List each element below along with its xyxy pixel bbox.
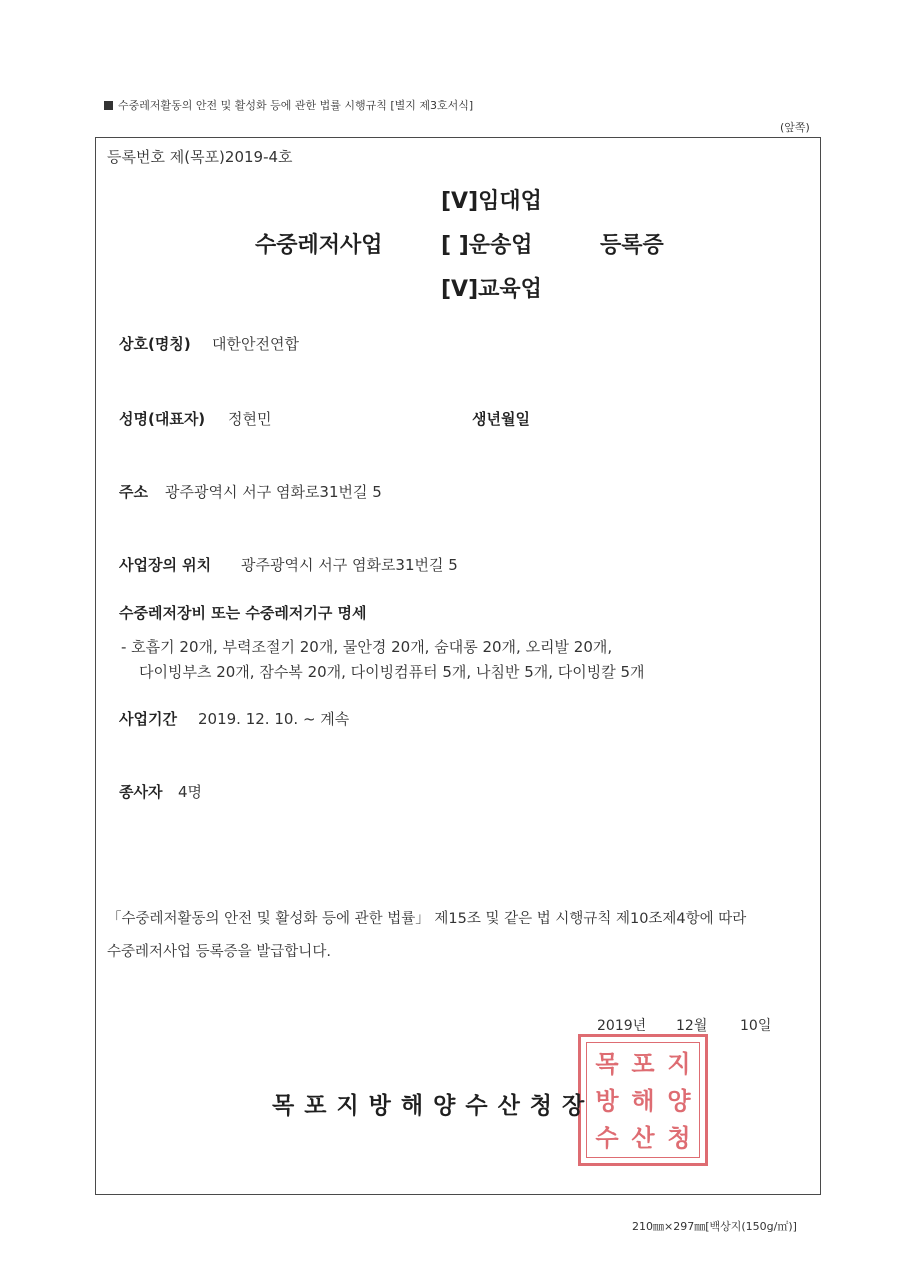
seal-character: 지	[667, 1049, 691, 1078]
staff-value: 4명	[178, 783, 203, 801]
title-education-business: [V]교육업	[441, 277, 542, 302]
seal-character: 수	[595, 1123, 619, 1152]
company-name-label: 상호(명칭)	[119, 335, 191, 353]
title-main: 수중레저사업	[255, 233, 383, 258]
company-name-value: 대한안전연합	[212, 335, 299, 353]
address-value: 광주광역시 서구 염화로31번길 5	[165, 483, 382, 501]
business-location-value: 광주광역시 서구 염화로31번길 5	[241, 556, 458, 574]
statement-line-1: 「수중레저활동의 안전 및 활성화 등에 관한 법률」 제15조 및 같은 법 시행규칙 제10조제4항에 따라	[107, 911, 747, 927]
page-side-note: (앞쪽)	[780, 121, 810, 134]
form-reference-text: 수중레저활동의 안전 및 활성화 등에 관한 법률 시행규칙 [별지 제3호서식]	[118, 99, 474, 112]
official-seal	[578, 1034, 708, 1166]
representative-value: 정현민	[228, 410, 272, 428]
address-label: 주소	[119, 483, 148, 501]
issue-day: 10일	[740, 1018, 772, 1034]
seal-character: 방	[595, 1086, 619, 1115]
issue-month: 12월	[676, 1018, 708, 1034]
seal-character: 해	[631, 1086, 655, 1115]
seal-character: 목	[595, 1049, 619, 1078]
seal-character: 양	[667, 1086, 691, 1115]
equipment-list-line-2: 다이빙부츠 20개, 잠수복 20개, 다이빙컴퓨터 5개, 나침반 5개, 다이빙칼 5개	[139, 663, 645, 681]
equipment-label: 수중레저장비 또는 수중레저기구 명세	[119, 604, 367, 622]
issuing-authority: 목 포 지 방 해 양 수 산 청 장	[272, 1093, 586, 1119]
staff-label: 종사자	[119, 783, 163, 801]
equipment-list-line-1: - 호흡기 20개, 부력조절기 20개, 물안경 20개, 숨대롱 20개, 오리발 20개,	[121, 638, 613, 656]
business-period-label: 사업기간	[119, 710, 177, 728]
birth-date-label: 생년월일	[472, 410, 530, 428]
registration-number: 등록번호 제(목포)2019-4호	[107, 148, 293, 166]
business-location-label: 사업장의 위치	[119, 556, 212, 574]
paper-spec-footer: 210㎜×297㎜[백상지(150g/㎡)]	[632, 1220, 797, 1233]
issue-year: 2019년	[597, 1018, 647, 1034]
title-rental-business: [V]임대업	[441, 189, 542, 214]
form-reference-note	[104, 97, 473, 113]
seal-character: 산	[631, 1123, 655, 1152]
representative-label: 성명(대표자)	[119, 410, 206, 428]
seal-character: 포	[631, 1049, 655, 1078]
seal-character: 청	[667, 1123, 691, 1152]
business-period-value: 2019. 12. 10. ~ 계속	[198, 710, 350, 728]
statement-line-2: 수중레저사업 등록증을 발급합니다.	[107, 944, 331, 960]
title-transport-business: [ ]운송업	[441, 233, 533, 258]
square-bullet-icon	[104, 101, 113, 110]
title-certificate: 등록증	[600, 233, 664, 258]
